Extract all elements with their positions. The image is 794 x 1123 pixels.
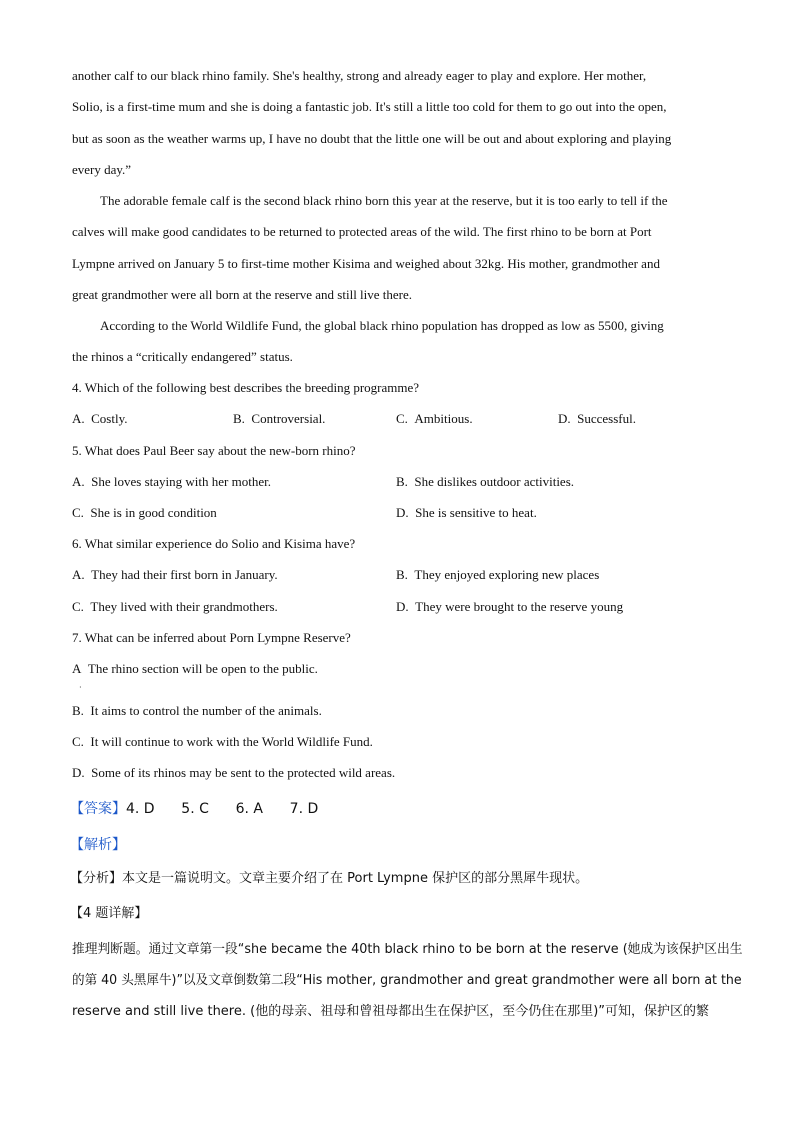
option-letter: B. <box>233 411 245 426</box>
option-letter: B. <box>396 567 408 582</box>
option-letter: A. <box>72 411 85 426</box>
option-4a <box>72 411 128 427</box>
fenxi-line <box>70 870 588 887</box>
option-5c <box>72 505 217 521</box>
option-letter: C. <box>72 505 84 520</box>
option-7a <box>72 661 318 677</box>
option-4d <box>558 411 636 427</box>
option-letter: D. <box>72 765 85 780</box>
passage-line: Solio, is a first-time mum and she is doing a fantastic job. It's still a little too cold for them to go out into the open, <box>72 99 667 114</box>
passage-line: The adorable female calf is the second black rhino born this year at the reserve, but it is too early to tell if the <box>100 193 668 208</box>
passage-line: another calf to our black rhino family. She's healthy, strong and already eager to play and explore. Her mother, <box>72 68 647 83</box>
option-text: Successful. <box>577 411 636 426</box>
fenxi-label: 【分析】 <box>70 871 123 886</box>
option-text: She loves staying with her mother. <box>91 474 271 489</box>
option-text: They had their first born in January. <box>91 567 278 582</box>
option-text: Controversial. <box>251 411 326 426</box>
option-letter: C. <box>72 599 84 614</box>
option-text: The rhino section will be open to the public. <box>87 661 318 676</box>
detail-line: 推理判断题。通过文章第一段“she became the 40th black rhino to be born at the reserve (她成为该保护区出生 <box>72 942 743 957</box>
option-text: She dislikes outdoor activities. <box>414 474 575 489</box>
question-stem-6: 6. What similar experience do Solio and Kisima have? <box>72 536 356 551</box>
passage-line: the rhinos a “critically endangered” status. <box>72 349 293 364</box>
option-text: Ambitious. <box>414 411 473 426</box>
option-letter: D. <box>396 599 409 614</box>
passage-line: every day.” <box>72 162 132 177</box>
detail-header: 【4 题详解】 <box>70 906 148 921</box>
option-letter: D. <box>558 411 571 426</box>
option-text: She is in good condition <box>90 505 217 520</box>
option-text: They lived with their grandmothers. <box>90 599 278 614</box>
option-5b <box>396 474 574 490</box>
question-stem-4: 4. Which of the following best describes the breeding programme? <box>72 380 420 395</box>
option-letter: A. <box>72 567 85 582</box>
option-text: They enjoyed exploring new places <box>414 567 600 582</box>
stray-dot: · <box>79 683 82 692</box>
option-letter: D. <box>396 505 409 520</box>
option-7b <box>72 703 322 719</box>
option-letter: C. <box>396 411 408 426</box>
question-stem-5: 5. What does Paul Beer say about the new-born rhino? <box>72 443 356 458</box>
option-letter: A. <box>72 474 85 489</box>
option-5d <box>396 505 537 521</box>
answer-label: 【答案】 <box>70 801 126 817</box>
option-text: It will continue to work with the World Wildlife Fund. <box>90 734 373 749</box>
detail-line: 的第 40 头黑犀牛)”以及文章倒数第二段“His mother, grandmother and great grandmother were all born at the <box>72 973 742 988</box>
option-6b <box>396 567 599 583</box>
option-6d <box>396 599 623 615</box>
option-5a <box>72 474 271 490</box>
passage-line: but as soon as the weather warms up, I have no doubt that the little one will be out and about exploring and playing <box>72 131 672 146</box>
option-7d <box>72 765 395 781</box>
passage-line: Lympne arrived on January 5 to first-time mother Kisima and weighed about 32kg. His mother, grandmother and <box>72 256 660 271</box>
passage-line: calves will make good candidates to be returned to protected areas of the wild. The first rhino to be born at Port <box>72 224 652 239</box>
option-letter: B. <box>72 703 84 718</box>
option-7c <box>72 734 373 750</box>
question-stem-7: 7. What can be inferred about Porn Lympne Reserve? <box>72 630 351 645</box>
option-4c <box>396 411 473 427</box>
option-text: Costly. <box>91 411 128 426</box>
passage-line: According to the World Wildlife Fund, the global black rhino population has dropped as low as 5500, giving <box>100 318 664 333</box>
option-text: She is sensitive to heat. <box>415 505 537 520</box>
option-letter: B. <box>396 474 408 489</box>
detail-line: reserve and still live there. (他的母亲、祖母和曾祖母都出生在保护区，至今仍住在那里)”可知，保护区的繁 <box>72 1004 710 1019</box>
answer-line <box>70 801 318 817</box>
option-letter: C. <box>72 734 84 749</box>
option-4b <box>233 411 325 427</box>
fenxi-text: 本文是一篇说明文。文章主要介绍了在 Port Lympne 保护区的部分黑犀牛现状。 <box>122 871 589 886</box>
option-text: It aims to control the number of the animals. <box>90 703 322 718</box>
passage-line: great grandmother were all born at the reserve and still live there. <box>72 287 413 302</box>
option-text: Some of its rhinos may be sent to the protected wild areas. <box>91 765 396 780</box>
jiexi-label: 【解析】 <box>70 837 126 853</box>
answer-values: 4. D 5. C 6. A 7. D <box>126 801 319 817</box>
option-text: They were brought to the reserve young <box>415 599 624 614</box>
option-letter: A <box>72 661 82 676</box>
option-6c <box>72 599 278 615</box>
option-6a <box>72 567 278 583</box>
